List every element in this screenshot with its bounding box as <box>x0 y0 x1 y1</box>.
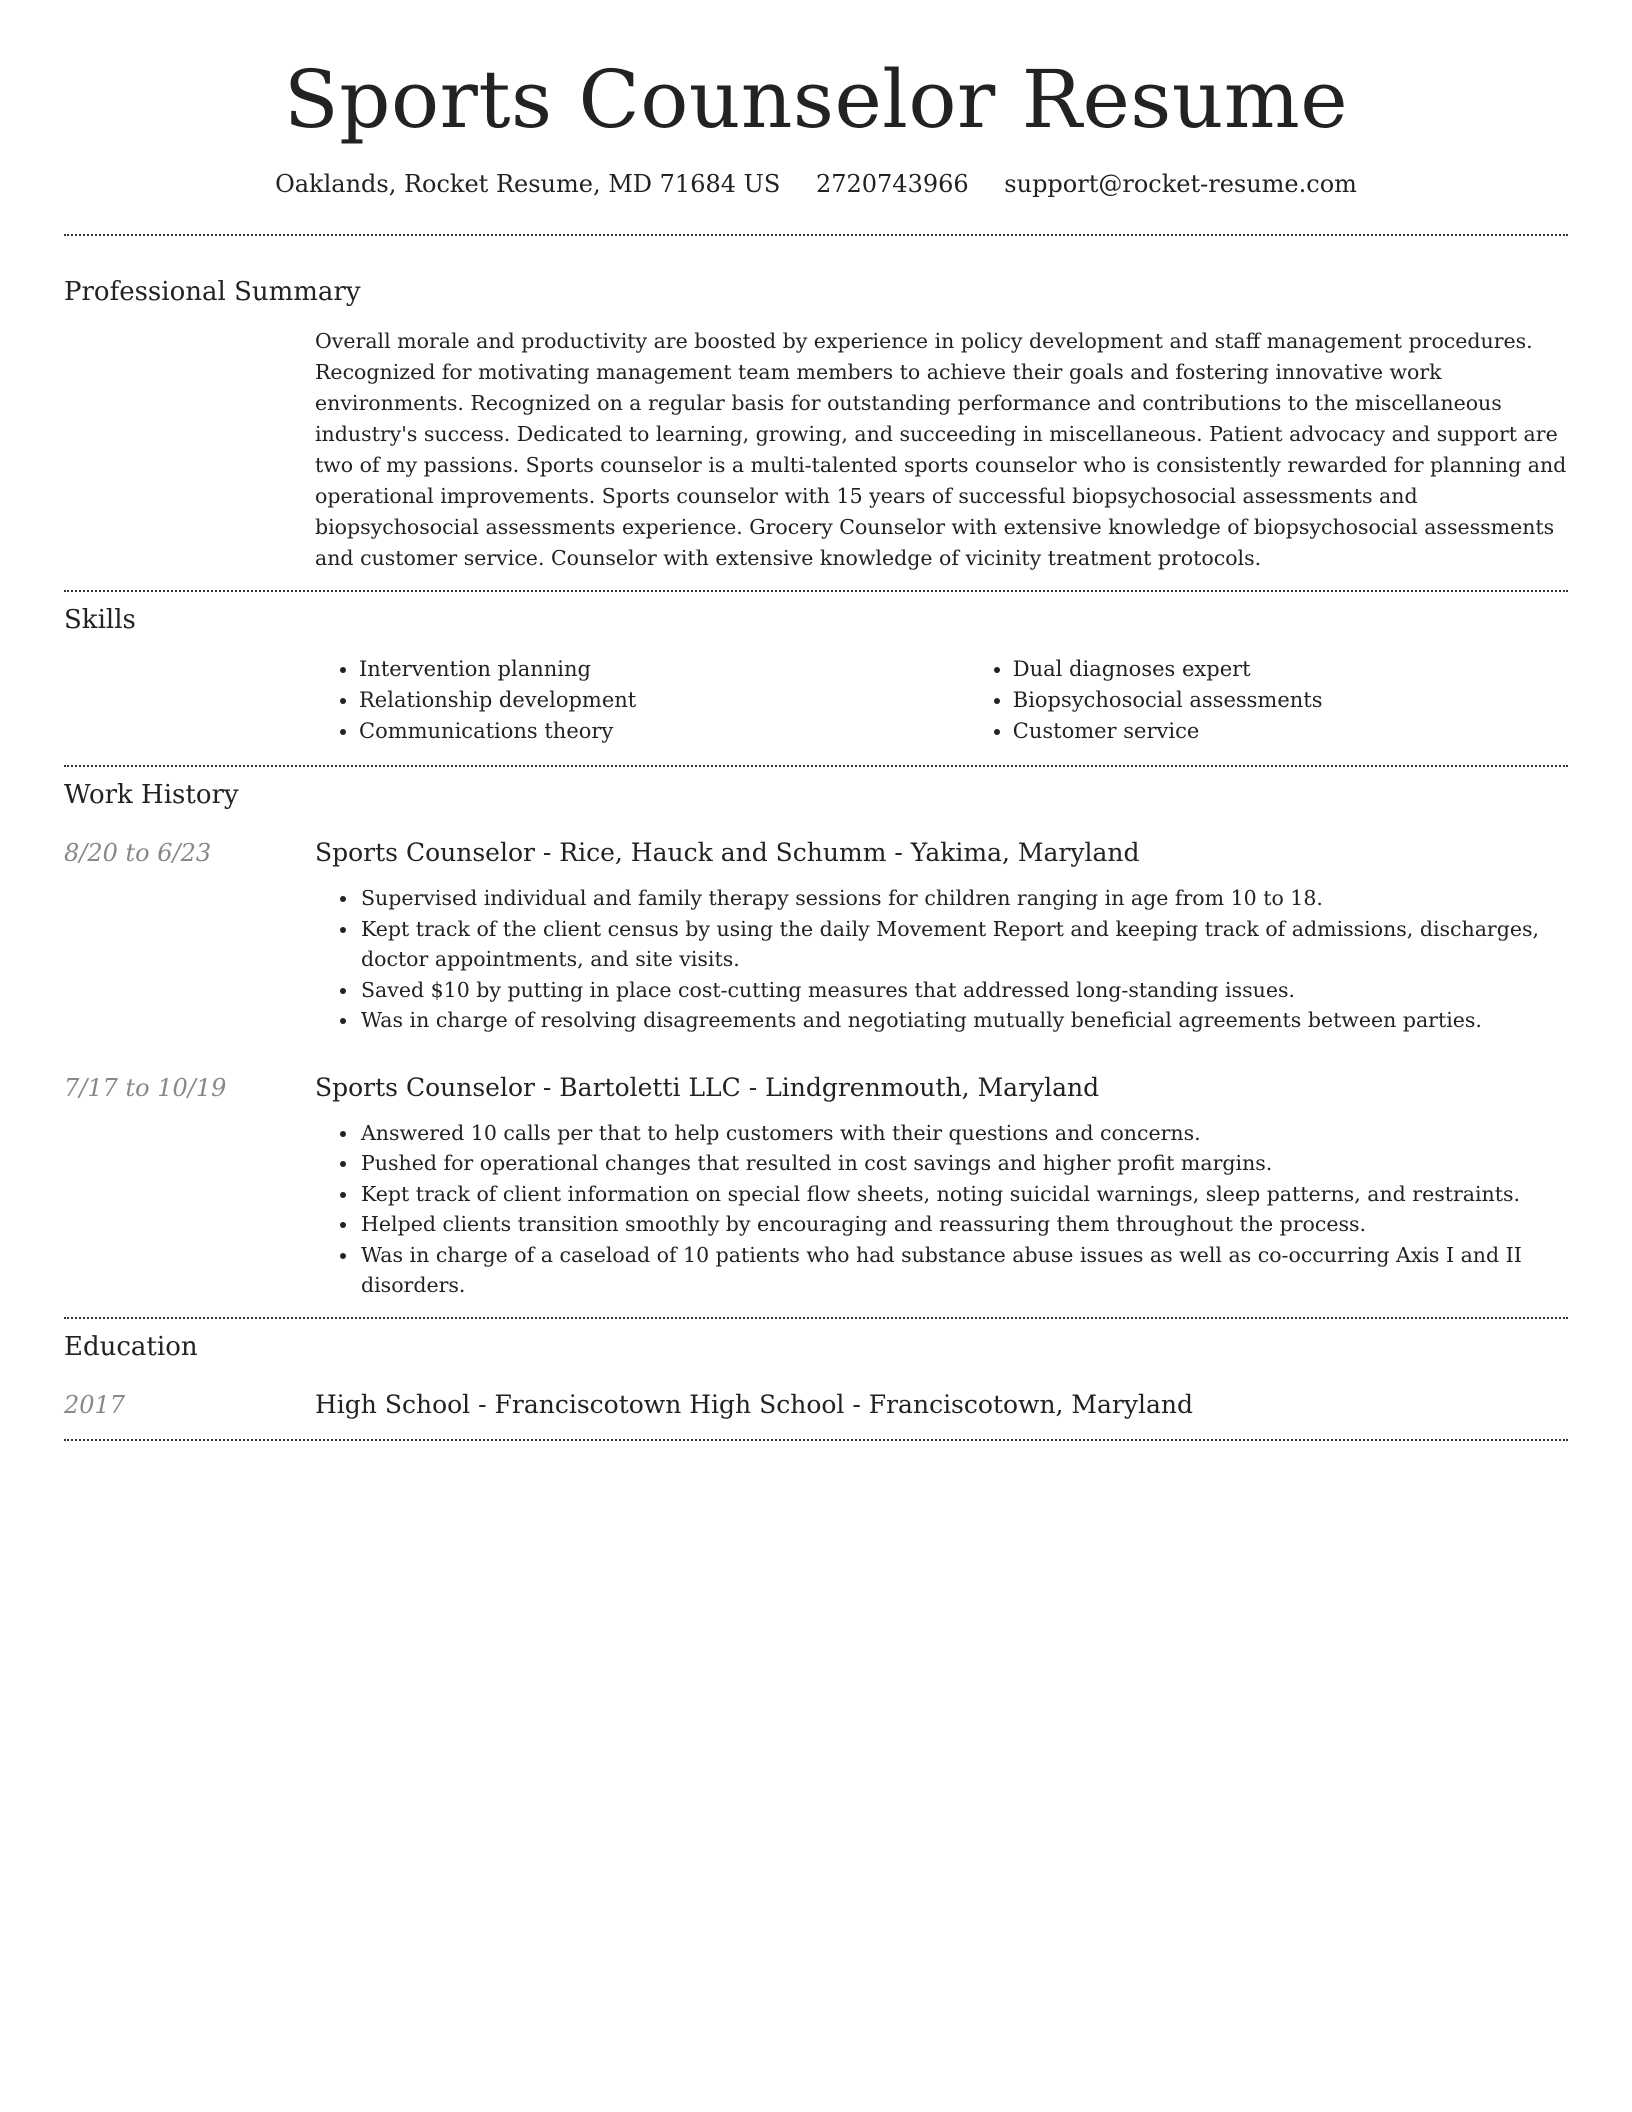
skills-column-right <box>969 654 1568 747</box>
job-entry <box>64 1070 1568 1301</box>
job-body <box>315 835 1568 1036</box>
skill-item: • Biopsychosocial assessments <box>1013 685 1568 716</box>
education-entry <box>64 1387 1568 1423</box>
job-bullet: • Supervised individual and family therapy sessions for children ranging in age from 10 to 18. <box>359 883 1568 914</box>
contact-phone: 2720743966 <box>815 170 969 198</box>
job-bullet: • Saved $10 by putting in place cost-cutting measures that addressed long-standing issues. <box>359 975 1568 1006</box>
contact-email[interactable]: support@rocket-resume.com <box>1004 170 1357 198</box>
resume-title: Sports Counselor Resume <box>283 53 1349 146</box>
job-bullet: • Was in charge of resolving disagreements and negotiating mutually beneficial agreements between parties. <box>359 1005 1568 1036</box>
skills-list <box>315 654 1568 747</box>
job-bullet: • Helped clients transition smoothly by encouraging and reassuring them throughout the process. <box>359 1209 1568 1240</box>
education-heading: Education <box>64 1331 198 1362</box>
contact-info <box>64 168 1568 200</box>
job-title: Sports Counselor - Bartoletti LLC - Lindgrenmouth, Maryland <box>315 1072 1100 1102</box>
contact-address: Oaklands, Rocket Resume, MD 71684 US <box>275 170 781 198</box>
education-body <box>315 1387 1568 1423</box>
work-history-section <box>64 767 1568 1317</box>
job-bullets <box>315 1118 1568 1301</box>
resume-page <box>64 0 1568 1441</box>
skills-heading: Skills <box>64 605 136 635</box>
job-bullet: • Answered 10 calls per that to help customers with their questions and concerns. <box>359 1118 1568 1149</box>
education-date: 2017 <box>64 1390 126 1419</box>
divider <box>64 1439 1568 1441</box>
job-bullet: • Kept track of the client census by using the daily Movement Report and keeping track of admissions, discharges, doctor appointments, and site visits. <box>359 914 1568 975</box>
job-entry <box>64 835 1568 1036</box>
summary-section <box>64 236 1568 574</box>
job-body <box>315 1070 1568 1301</box>
education-section <box>64 1319 1568 1439</box>
job-bullets <box>315 883 1568 1036</box>
skill-item: • Communications theory <box>359 716 969 747</box>
job-title: Sports Counselor - Rice, Hauck and Schumm - Yakima, Maryland <box>315 838 1140 867</box>
job-dates: 7/17 to 10/19 <box>64 1073 227 1102</box>
job-dates: 8/20 to 6/23 <box>64 839 212 867</box>
skill-item: • Dual diagnoses expert <box>1013 654 1568 685</box>
skill-item: • Intervention planning <box>359 654 969 685</box>
job-bullet: • Kept track of client information on special flow sheets, noting suicidal warnings, sleep patterns, and restraints. <box>359 1179 1568 1210</box>
work-history-heading: Work History <box>64 780 239 810</box>
job-bullet: • Pushed for operational changes that resulted in cost savings and higher profit margins. <box>359 1148 1568 1179</box>
summary-heading: Professional Summary <box>64 277 361 307</box>
education-title: High School - Franciscotown High School - Franciscotown, Maryland <box>315 1389 1194 1419</box>
summary-text: Overall morale and productivity are boosted by experience in policy development and staff management procedures. Recognized for motivating management team members to achieve their goals and fostering innovative work environments. Recognized on a regular basis for outstanding performance and contributions to the miscellaneous industry's success. Dedicated to learning, growing, and succeeding in miscellaneous. Patient advocacy and support are two of my passions. Sports counselor is a multi-talented sports counselor who is consistently rewarded for planning and operational improvements. Sports counselor with 15 years of successful biopsychosocial assessments and biopsychosocial assessments experience. Grocery Counselor with extensive knowledge of biopsychosocial assessments and customer service. Counselor with extensive knowledge of vicinity treatment protocols. <box>315 329 1567 570</box>
job-bullet: • Was in charge of a caseload of 10 patients who had substance abuse issues as well as co-occurring Axis I and II disorders. <box>359 1240 1568 1301</box>
skills-section <box>64 592 1568 747</box>
skill-item: • Customer service <box>1013 716 1568 747</box>
skills-column-left <box>315 654 969 747</box>
skill-item: • Relationship development <box>359 685 969 716</box>
